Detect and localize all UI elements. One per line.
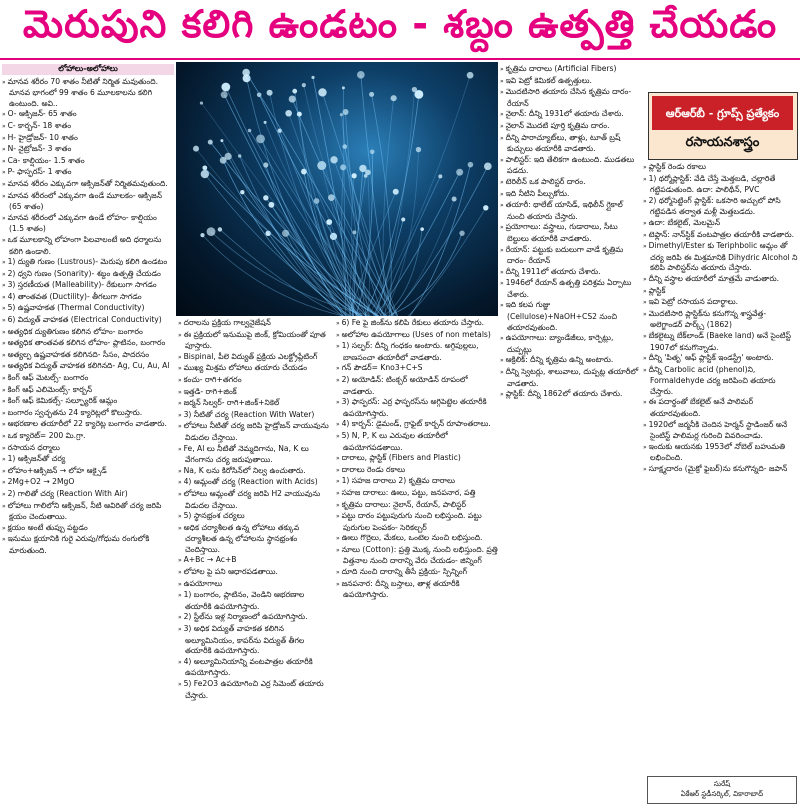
list-item: » 1920లో జర్మనీకి చెందిన హెర్మన్ స్టాడింజర్ అనే సైంటిస్ట్ పాలిమర్ల గురించి వివరించాడు.	[643, 420, 798, 442]
list-item: » ఊలు గొర్రెలు, మేకలు, ఒంటెల నుంచి లభిస్తుంది.	[336, 533, 498, 545]
list-item: » ప్లాస్టిక్: దీన్ని 1862లో తయారు చేశారు.	[500, 389, 640, 401]
fiber-tip-glow	[202, 165, 207, 170]
list-item: » తయారీ: థాలేట్ యాసిడ్, ఇథిలీన్ గ్లైకాల్ నుంచి తయారు చేస్తారు.	[500, 200, 640, 222]
list-item: » దీన్ని స్వెటర్లు, శాలువాలు, దుప్పట్ల తయారీలో వాడతారు.	[500, 367, 640, 389]
fiber-tip-glow	[484, 163, 492, 171]
fiber-tip-glow	[468, 162, 474, 168]
author-institute: ఏకేఆర్ స్టడీసర్కిల్, వికారాబాద్	[680, 790, 764, 798]
list-item: » Bispinal, పీలె విద్యుత్ ప్రక్రియ ఎలక్ట్రోప్లేటింగ్	[178, 352, 333, 364]
fiber-tip-glow	[292, 89, 297, 94]
fiber-tip-glow	[200, 233, 204, 237]
list-item: » నైలాన్ మొదటి పూర్తి కృత్రిమ దారం.	[500, 121, 640, 133]
fiber-tip-glow	[311, 76, 314, 79]
list-item: » ఈ పదార్థంతో బేకలైట్ అనే పాలిమర్ తయారవుతుంది.	[643, 397, 798, 419]
list-item: » 4) ఆమ్లంతో చర్య (Reaction with Acids)	[178, 477, 333, 489]
fiber-tip-glow	[263, 195, 268, 200]
list-item: » 4) తాంతవత (Ductility)- తీగలుగా సాగడం	[2, 292, 174, 304]
list-item: » సహజ దారాలు: ఊలు, పట్టు, జనపనార, పత్తి	[336, 488, 498, 500]
fiber-strand	[402, 208, 486, 316]
list-item: » 3) ఫాస్ఫరస్: ఎర్ర ఫాస్ఫరస్‌ను అగ్గిపెట్టెల తయారీకి ఉపయోగిస్తారు.	[336, 397, 498, 419]
fiber-tip-glow	[218, 227, 222, 231]
list-item: » దీన్ని వస్త్రాల తయారీలో మాత్రమే వాడుతారు.	[643, 274, 798, 286]
fiber-tip-glow	[353, 230, 357, 234]
fiber-tip-glow	[221, 91, 228, 98]
fiber-tip-glow	[467, 72, 474, 79]
fiber-tip-glow	[200, 101, 203, 104]
fiber-tip-glow	[438, 174, 442, 178]
column-3-list	[336, 318, 498, 601]
list-item: » 2) థర్మోసెట్టింగ్ ప్లాస్టిక్: ఒకసారి అచ్చులో పోసి గట్టిపడిన తర్వాత మళ్లీ మెత్తబడదు.	[643, 196, 798, 218]
list-item: » దరాలను ప్రక్రియ గాల్వనైజేషన్	[178, 318, 333, 330]
list-item: » ఇవి పెట్రో రసాయన పదార్థాలు.	[643, 297, 798, 309]
list-item: » C- కార్బన్- 18 శాతం	[2, 121, 174, 133]
list-item: » మానవ శరీరం 70 శాతం నీటితో నిర్మిత మవుతుంది. మానవ భాగంలో 99 శాతం 6 మూలకాలను కలిగి ఉంటుంది. అవి..	[2, 77, 174, 110]
list-item: » దీన్ని పారాచ్యూట్‌లు, తాళ్లు, టూత్ బ్రష్ కుచ్చులు తయారీకి వాడతారు.	[500, 133, 640, 155]
page-headline: మెరుపుని కలిగి ఉండటం - శబ్దం ఉత్పత్తి చేయడం	[22, 2, 778, 46]
list-item: » ఉపయోగాలు	[178, 579, 333, 591]
list-item: » 2) అయోడిన్: టింక్చర్ అయోడిన్ రూపంలో వాడతారు.	[336, 375, 498, 397]
list-item: » లోహాలు నీటితో చర్య జరిపి హైడ్రోజన్ వాయువును విడుదల చేస్తాయి.	[178, 421, 333, 443]
list-item: » కంచు- రాగి+తగరం	[178, 375, 333, 387]
fiber-tip-glow	[267, 90, 273, 96]
list-item: » మొదటిసారి ప్లాస్టిక్‌ను కనుగొన్న శాస్త్రవేత్త- అలెగ్జాండర్ పార్క్స్ (1862)	[643, 309, 798, 331]
fiber-tip-glow	[483, 205, 488, 210]
list-item: » లోహాల పై పని ఆధారపడతాయి.	[178, 567, 333, 579]
list-item: » దీన్ని Carbolic acid (phenol)ని, Formaldehyde చర్య జరిపించి తయారు చేస్తారు.	[643, 365, 798, 398]
column-1	[2, 64, 174, 807]
list-item: » పాలిస్టర్: ఇది తేలికగా ఉంటుంది. ముడతలు పడదు.	[500, 155, 640, 177]
list-item: » 1) సహజ దారాలు 2) కృత్రిమ దారాలు	[336, 476, 498, 488]
fiber-tip-glow	[370, 149, 375, 154]
list-item: » క్షయం అంటే తుప్పు పట్టడం	[2, 523, 174, 535]
list-item: » దీన్ని 'పితృ' ఆఫ్ ప్లాస్టిక్ ఇండస్ట్రీ' అంటారు.	[643, 353, 798, 365]
list-item: » సూక్ష్మదారం (మైక్రో ఫైబర్)ను కనుగొన్నది- జపాన్	[643, 464, 798, 476]
list-item: » 5) ఉష్ణవాహకత (Thermal Conductivity)	[2, 303, 174, 315]
list-item: » జనపనార: దీన్ని బస్తాలు, తాళ్ల తయారీకి ఉపయోగిస్తారు.	[336, 579, 498, 601]
list-item: » Dimethyl/Ester కు Teriphbolic ఆమ్లం తో చర్య జరిపి ఈ మిశ్రమానికి Dihydric Alcohol ని కలిపి పాలిస్టర్‌ను తయారు చేస్తారు.	[643, 241, 798, 274]
author-credit	[647, 776, 797, 804]
list-item: » దీన్ని 1911లో తయారు చేశారు.	[500, 267, 640, 279]
column-5	[643, 162, 798, 762]
list-item: » ఆభరణాల తయారీలో 22 క్యారెట్ల బంగారం వాడతారు.	[2, 419, 174, 431]
list-item: » దారాలు రెండు రకాలు	[336, 465, 498, 477]
list-item: » టెఫ్లాన్: నాన్‌స్టిక్ వంటపాత్రల తయారీకి వాడతారు.	[643, 230, 798, 242]
list-item: » గన్ పౌడర్= Kno3+C+S	[336, 363, 498, 375]
list-item: » ఇది నీటిని పీల్చుకోదు.	[500, 189, 640, 201]
column-4-list	[500, 64, 640, 401]
column-2-list	[178, 318, 333, 701]
list-item: » అధిక చర్యాశీలత ఉన్న లోహాలు తక్కువ చర్యాశీలత ఉన్న లోహాలను స్థానభ్రంశం చెందిస్తాయి.	[178, 523, 333, 556]
section-heading-metals: లోహాలు-అలోహాలు	[2, 64, 174, 75]
list-item: » రసాయన ధర్మాలు	[2, 443, 174, 455]
list-item: » 3) స్తరణీయత (Malleability)- రేకులుగా సాగడం	[2, 280, 174, 292]
fiber-tip-glow	[220, 157, 227, 164]
list-item: » 1) థర్మోప్లాస్టిక్: వేడి చేస్తే మెత్తబడి, చల్లారితే గట్టిపడుతుంది. ఉదా: పాలిథీన్, PVC	[643, 174, 798, 196]
fiber-tip-glow	[357, 71, 365, 79]
headline-rule	[0, 58, 800, 60]
list-item: » అలోహాల ఉపయోగాలు (Uses of non metals)	[336, 330, 498, 342]
list-item: » కృత్రిమ దారాలు: నైలాన్, రేయాన్, పాలిస్టర్	[336, 500, 498, 512]
fiber-tip-glow	[220, 139, 223, 142]
list-item: » 2Mg+O2 → 2MgO	[2, 477, 174, 489]
fiber-tip-glow	[207, 227, 216, 236]
list-item: » ఇత్తడి- రాగి+జింక్	[178, 387, 333, 399]
author-name: సురేష్	[713, 780, 731, 788]
list-item: » ఉదా: బేకలైట్, మెలమైన్	[643, 218, 798, 230]
fiber-tip-glow	[330, 156, 337, 163]
fiber-tip-glow	[289, 95, 296, 102]
fiber-optic-illustration	[176, 62, 498, 316]
list-item: » లోహాలు ఆమ్లంతో చర్య జరిపి H2 వాయువును విడుదల చేస్తాయి.	[178, 489, 333, 511]
fiber-tip-glow	[221, 83, 230, 92]
list-item: » మానవ శరీరంలో ఎక్కువగా ఉండే లోహం- కాల్షియం (1.5 శాతం)	[2, 213, 174, 235]
list-item: » ఇనుము క్షయానికి గురై ఎరుపు/గోధుమ రంగులోకి మారుతుంది.	[2, 534, 174, 556]
list-item: » ఉపయోగాలు: బ్యాండేజీలు, కార్పెట్లు, దుప్పట్లు	[500, 333, 640, 355]
list-item: » 4) అల్యూమినియాన్ని వంటపాత్రల తయారీకి ఉపయోగిస్తారు.	[178, 657, 333, 679]
fiber-tip-glow	[285, 110, 292, 117]
list-item: » ప్రయోగాలు: వస్త్రాలు, గుడారాలు, సీటు బెల్టులు తయారీకి వాడతారు.	[500, 222, 640, 244]
list-item: » మానవ శరీరం ఎక్కువగా ఆక్సిజన్‌తో నిర్మితమవుతుంది.	[2, 179, 174, 191]
list-item: » ప్లాస్టిక్ రెండు రకాలు	[643, 162, 798, 174]
list-item: » 1946లో రేయాన్ ఉత్పత్తి పరిశ్రమ ఏర్పాటు చేశారు.	[500, 278, 640, 300]
list-item: » 5) స్థానభ్రంశ చర్యలు	[178, 511, 333, 523]
list-item: » ఆక్రిలిక్: దీన్ని కృత్రిమ ఉన్ని అంటారు.	[500, 355, 640, 367]
list-item: » O- ఆక్సిజన్- 65 శాతం	[2, 109, 174, 121]
list-item: » 5) Fe2O3 ఉపయోగించి ఎర్ర సిమెంట్ తయారు చేస్తారు.	[178, 679, 333, 701]
list-item: » జర్మన్ సిల్వర్- రాగి+జింక్+నికెల్	[178, 398, 333, 410]
list-item: » బంగారం స్వచ్ఛతను 24 క్యారెట్లలో కొలుస్తారు.	[2, 408, 174, 420]
list-item: » దారాలు, ప్లాస్టిక్ (Fibers and Plastic)	[336, 453, 498, 465]
fiber-tip-glow	[393, 189, 399, 195]
list-item: » మొదటిసారి తయారు చేసిన కృత్రిమ దారం- రేయాన్	[500, 87, 640, 109]
list-item: » P- ఫాస్ఫరస్- 1 శాతం	[2, 167, 174, 179]
fiber-tip-glow	[268, 202, 274, 208]
list-item: » నూలు (Cotton): ప్రత్తి మొక్క నుంచి లభిస్తుంది. ప్రత్తి విత్తనాల నుంచి దారాన్ని వేరు చేయడం- జిన్నింగ్	[336, 545, 498, 567]
subject-label: రసాయనశాస్త్రం	[685, 135, 760, 150]
fiber-strand	[373, 90, 414, 316]
fiber-tip-glow	[342, 86, 345, 89]
list-item: » అత్యధిక విద్యుత్ వాహకత కలిగినది- Ag, Cu, Au, Al	[2, 361, 174, 373]
fiber-strand	[384, 199, 454, 316]
list-item: » 2) గాలితో చర్య (Reaction With Air)	[2, 489, 174, 501]
list-item: » 5) N, P, K లు ఎరువుల తయారీలో ఉపయోగపడతాయి.	[336, 431, 498, 453]
fiber-tip-glow	[369, 92, 374, 97]
column-3	[336, 318, 498, 807]
column-1-list	[2, 77, 174, 557]
column-5-list	[643, 162, 798, 476]
list-item: » అత్యల్ప ఉష్ణవాహకత కలిగినది- సీసం, పాదరసం	[2, 350, 174, 362]
column-4	[500, 64, 640, 807]
list-item: » ఒక మూలకాన్ని లోహంగా పిలవాలంటే అది ధర్మాలను కలిగి ఉండాలి.	[2, 235, 174, 257]
fiber-tip-glow	[302, 83, 306, 87]
series-tag-title: ఆర్‌ఆర్‌బీ - గ్రూప్స్ ప్రత్యేకం	[652, 96, 793, 130]
list-item: » 3) అధిక విద్యుత్ వాహకత కలిగిన అల్యూమినియం, కాపర్‌ను విద్యుత్ తీగల తయారీకి ఉపయోగిస్తారు.	[178, 624, 333, 657]
fiber-tip-glow	[416, 147, 421, 152]
list-item: » దూది నుంచి దారాన్ని తీసే ప్రక్రియ- స్పిన్నింగ్	[336, 567, 498, 579]
list-item: » లోహాలు గాలిలోని ఆక్సిజన్, నీటి ఆవిరితో చర్య జరిపి క్షయం చెందుతాయి.	[2, 501, 174, 523]
list-item: » నైలాన్: దీన్ని 1931లో తయారు చేశారు.	[500, 109, 640, 121]
list-item: » రేయాన్: పట్టుకు బదులుగా వాడే కృత్రిమ దారం- రేయాన్	[500, 245, 640, 267]
fiber-tip-glow	[208, 140, 213, 145]
fiber-tip-glow	[242, 69, 250, 77]
list-item: » 1) బంగారం, ప్లాటినం, వెండిని ఆభరణాల తయారీకి ఉపయోగిస్తారు.	[178, 590, 333, 612]
list-item: » ప్లాస్టిక్	[643, 286, 798, 298]
list-item: » లోహం+ఆక్సిజన్ → లోహ ఆక్సైడ్	[2, 466, 174, 478]
list-item: » కింగ్ ఆఫ్ కెమికల్స్- సల్ఫ్యూరిక్ ఆమ్లం	[2, 396, 174, 408]
fiber-tip-glow	[364, 174, 368, 178]
fiber-tip-glow	[340, 113, 343, 116]
list-item: » Na, K లను కిరోసిన్‌లో నిల్వ ఉంచుతారు.	[178, 466, 333, 478]
fiber-tip-glow	[391, 95, 397, 101]
list-item: » మానవ శరీరంలో ఎక్కువగా ఉండే మూలకం- ఆక్సిజన్ (65 శాతం)	[2, 191, 174, 213]
list-item: » ఒక క్యారెట్= 200 మి.గ్రా.	[2, 431, 174, 443]
fiber-tip-glow	[193, 146, 199, 152]
list-item: » N- నైట్రోజన్- 3 శాతం	[2, 144, 174, 156]
list-item: » టెరిలీన్ ఒక పాలిస్టర్ దారం.	[500, 177, 640, 189]
list-item: » 1) ఆక్సిజన్‌తో చర్య	[2, 454, 174, 466]
list-item: » ముఖ్య మిశ్రమ లోహాలు తయారు చేయడం	[178, 363, 333, 375]
list-item: » 2) ధ్వని గుణం (Sonarity)- శబ్దం ఉత్పత్తి చేయడం	[2, 269, 174, 281]
fiber-tip-glow	[301, 169, 307, 175]
fiber-tip-glow	[256, 135, 265, 144]
list-item: » 2) స్టీల్‌ను ఇళ్ల నిర్మాణంలో ఉపయోగిస్తారు.	[178, 612, 333, 624]
fiber-strand	[385, 166, 488, 316]
list-item: » 3) నీటితో చర్య (Reaction With Water)	[178, 410, 333, 422]
list-item: » 6) విద్యుత్ వాహకత (Electrical Conductivity)	[2, 315, 174, 327]
fiber-tip-glow	[352, 173, 357, 178]
fiber-tip-glow	[459, 230, 464, 235]
list-item: » ఇది కలప గుజ్జు (Cellulose)+NaOH+CS2 నుంచి తయారవుతుంది.	[500, 300, 640, 333]
list-item: » బేకలైట్ను బేక్‌లాండ్ (Baeke land) అనే సైంటిస్ట్ 1907లో కనుగొన్నాడు.	[643, 331, 798, 353]
fiber-tip-glow	[318, 88, 326, 96]
list-item: » అత్యధిక తాంతవత కలిగిన లోహం- ప్లాటినం, బంగారం	[2, 338, 174, 350]
fiber-tip-glow	[456, 169, 463, 176]
fiber-tip-glow	[240, 190, 244, 194]
list-item: » పట్టు దారం పట్టుపురుగు నుంచి లభిస్తుంది. పట్టు పురుగుల పెంపకం- సెరికల్చర్	[336, 511, 498, 533]
list-item: » కింగ్ ఆఫ్ ఎలిమెంట్స్- కార్బన్	[2, 385, 174, 397]
list-item: » ఇందుకు ఆయనకు 1953లో నోబెల్ బహుమతి లభించింది.	[643, 442, 798, 464]
list-item: » A+Bc → Ac+B	[178, 555, 333, 567]
column-2	[178, 318, 333, 807]
list-item: » కృత్రిమ దారాలు (Artificial Fibers)	[500, 64, 640, 76]
list-item: » ఈ ప్రక్రియలో ఇనుముపై జింక్, క్రోమియంతో పూత పూస్తారు.	[178, 330, 333, 352]
series-tag-box	[648, 92, 798, 160]
fiber-tip-glow	[420, 227, 424, 231]
list-item: » 4) కార్బన్: డైమండ్, గ్రాఫైట్ కార్బన్ రూపాంతరాలు.	[336, 419, 498, 431]
fiber-tip-glow	[412, 87, 417, 92]
fiber-tip-glow	[452, 197, 457, 202]
list-item: » ఇవి పెట్రో కెమికల్ ఉత్పత్తులు.	[500, 76, 640, 88]
fiber-tip-glow	[401, 217, 405, 221]
fiber-tip-glow	[248, 129, 252, 133]
optical-fiber-photo	[176, 62, 498, 316]
list-item: » 1) ద్యుతి గుణం (Lustrous)- మెరుపు కలిగి ఉండటం	[2, 257, 174, 269]
list-item: » కింగ్ ఆఫ్ మెటల్స్- బంగారం	[2, 373, 174, 385]
list-item: » Fe, Al లు నీటితో నెమ్మదిగాను, Na, K లు వేగంగాను చర్య జరుపుతాయి.	[178, 444, 333, 466]
fiber-tip-glow	[264, 121, 267, 124]
list-item: » 1) సల్ఫర్: దీన్ని గంధకం అంటారు. అగ్గిపుల్లలు, బాణసంచా తయారీలో వాడతారు.	[336, 341, 498, 363]
list-item: » H- హైడ్రోజన్- 10 శాతం	[2, 133, 174, 145]
list-item: » అత్యధిక ద్యుతిగుణం కలిగిన లోహం- బంగారం	[2, 327, 174, 339]
list-item: » Ca- కాల్షియం- 1.5 శాతం	[2, 156, 174, 168]
list-item: » 6) Fe పై జింక్‌ను కలిపి రేకులు తయారు చేస్తారు.	[336, 318, 498, 330]
